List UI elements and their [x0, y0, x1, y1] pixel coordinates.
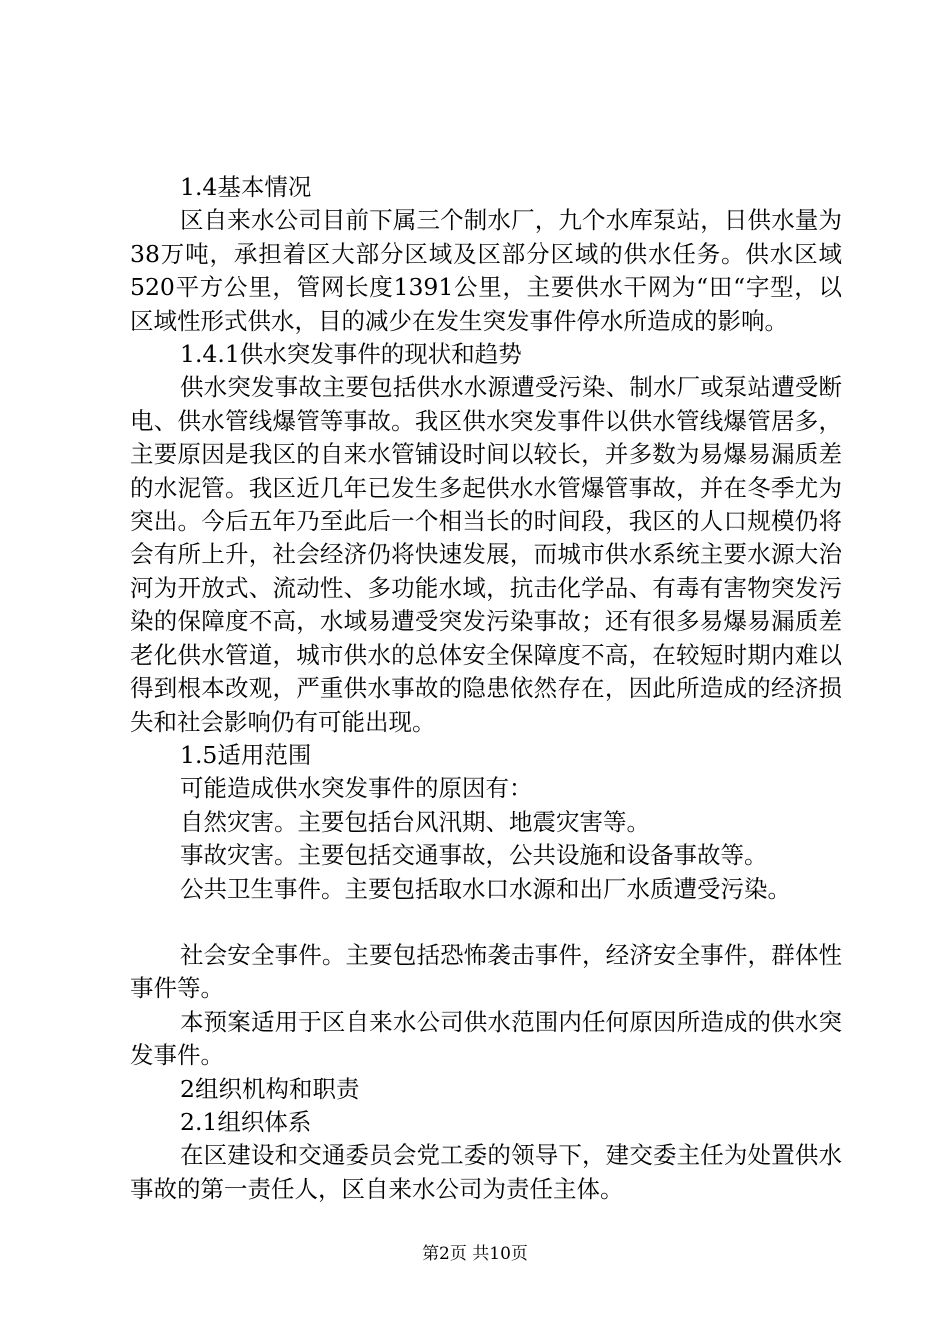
- heading-1-5: 1.5适用范围: [180, 740, 312, 769]
- blank-line: [130, 906, 842, 939]
- heading-1-4-1: 1.4.1供水突发事件的现状和趋势: [180, 340, 522, 369]
- heading-2-1: 2.1组织体系: [180, 1107, 312, 1136]
- paragraph-status-trend: 供水突发事故主要包括供水水源遭受污染、制水厂或泵站遭受断电、供水管线爆管等事故。我区供水突发事件以供水管线爆管居多，主要原因是我区的自来水管铺设时间以较长，并多数为易爆易漏质差的水泥管。我区近几年已发生多起供水水管爆管事故，并在冬季尤为突出。今后五年乃至此后一个相当长的时间段，我区的人口规模仍将会有所上升，社会经济仍将快速发展，而城市供水系统主要水源大治河为开放式、流动性、多功能水域，抗击化学品、有毒有害物突发污染的保障度不高，水域易遭受突发污染事故；还有很多易爆易漏质差老化供水管道，城市供水的总体安全保障度不高，在较短时期内难以得到根本改观，严重供水事故的隐患依然存在，因此所造成的经济损失和社会影响仍有可能出现。: [130, 373, 842, 736]
- page-footer: 第2页 共10页: [422, 1244, 528, 1264]
- paragraph-causes-intro: 可能造成供水突发事件的原因有：: [180, 774, 533, 803]
- paragraph-organization: 在区建设和交通委员会党工委的领导下，建交委主任为处置供水事故的第一责任人，区自来水公司为责任主体。: [130, 1141, 842, 1203]
- paragraph-scope: 本预案适用于区自来水公司供水范围内任何原因所造成的供水突发事件。: [130, 1007, 842, 1070]
- heading-2: 2组织机构和职责: [180, 1074, 360, 1103]
- paragraph-public-health: 公共卫生事件。主要包括取水口水源和出厂水质遭受污染。: [180, 874, 791, 903]
- paragraph-social-security: 社会安全事件。主要包括恐怖袭击事件，经济安全事件，群体性事件等。: [130, 940, 842, 1003]
- paragraph-accident-disaster: 事故灾害。主要包括交通事故，公共设施和设备事故等。: [180, 841, 768, 870]
- document-body: [130, 171, 842, 1206]
- paragraph-basic-info: 区自来水公司目前下属三个制水厂，九个水库泵站，日供水量为38万吨，承担着区大部分区域及区部分区域的供水任务。供水区域520平方公里，管网长度1391公里，主要供水干网为“田“字型，以区域性形式供水，目的减少在发生突发事件停水所造成的影响。: [130, 206, 842, 335]
- paragraph-natural-disaster: 自然灾害。主要包括台风汛期、地震灾害等。: [180, 807, 650, 836]
- heading-1-4: 1.4基本情况: [180, 173, 312, 201]
